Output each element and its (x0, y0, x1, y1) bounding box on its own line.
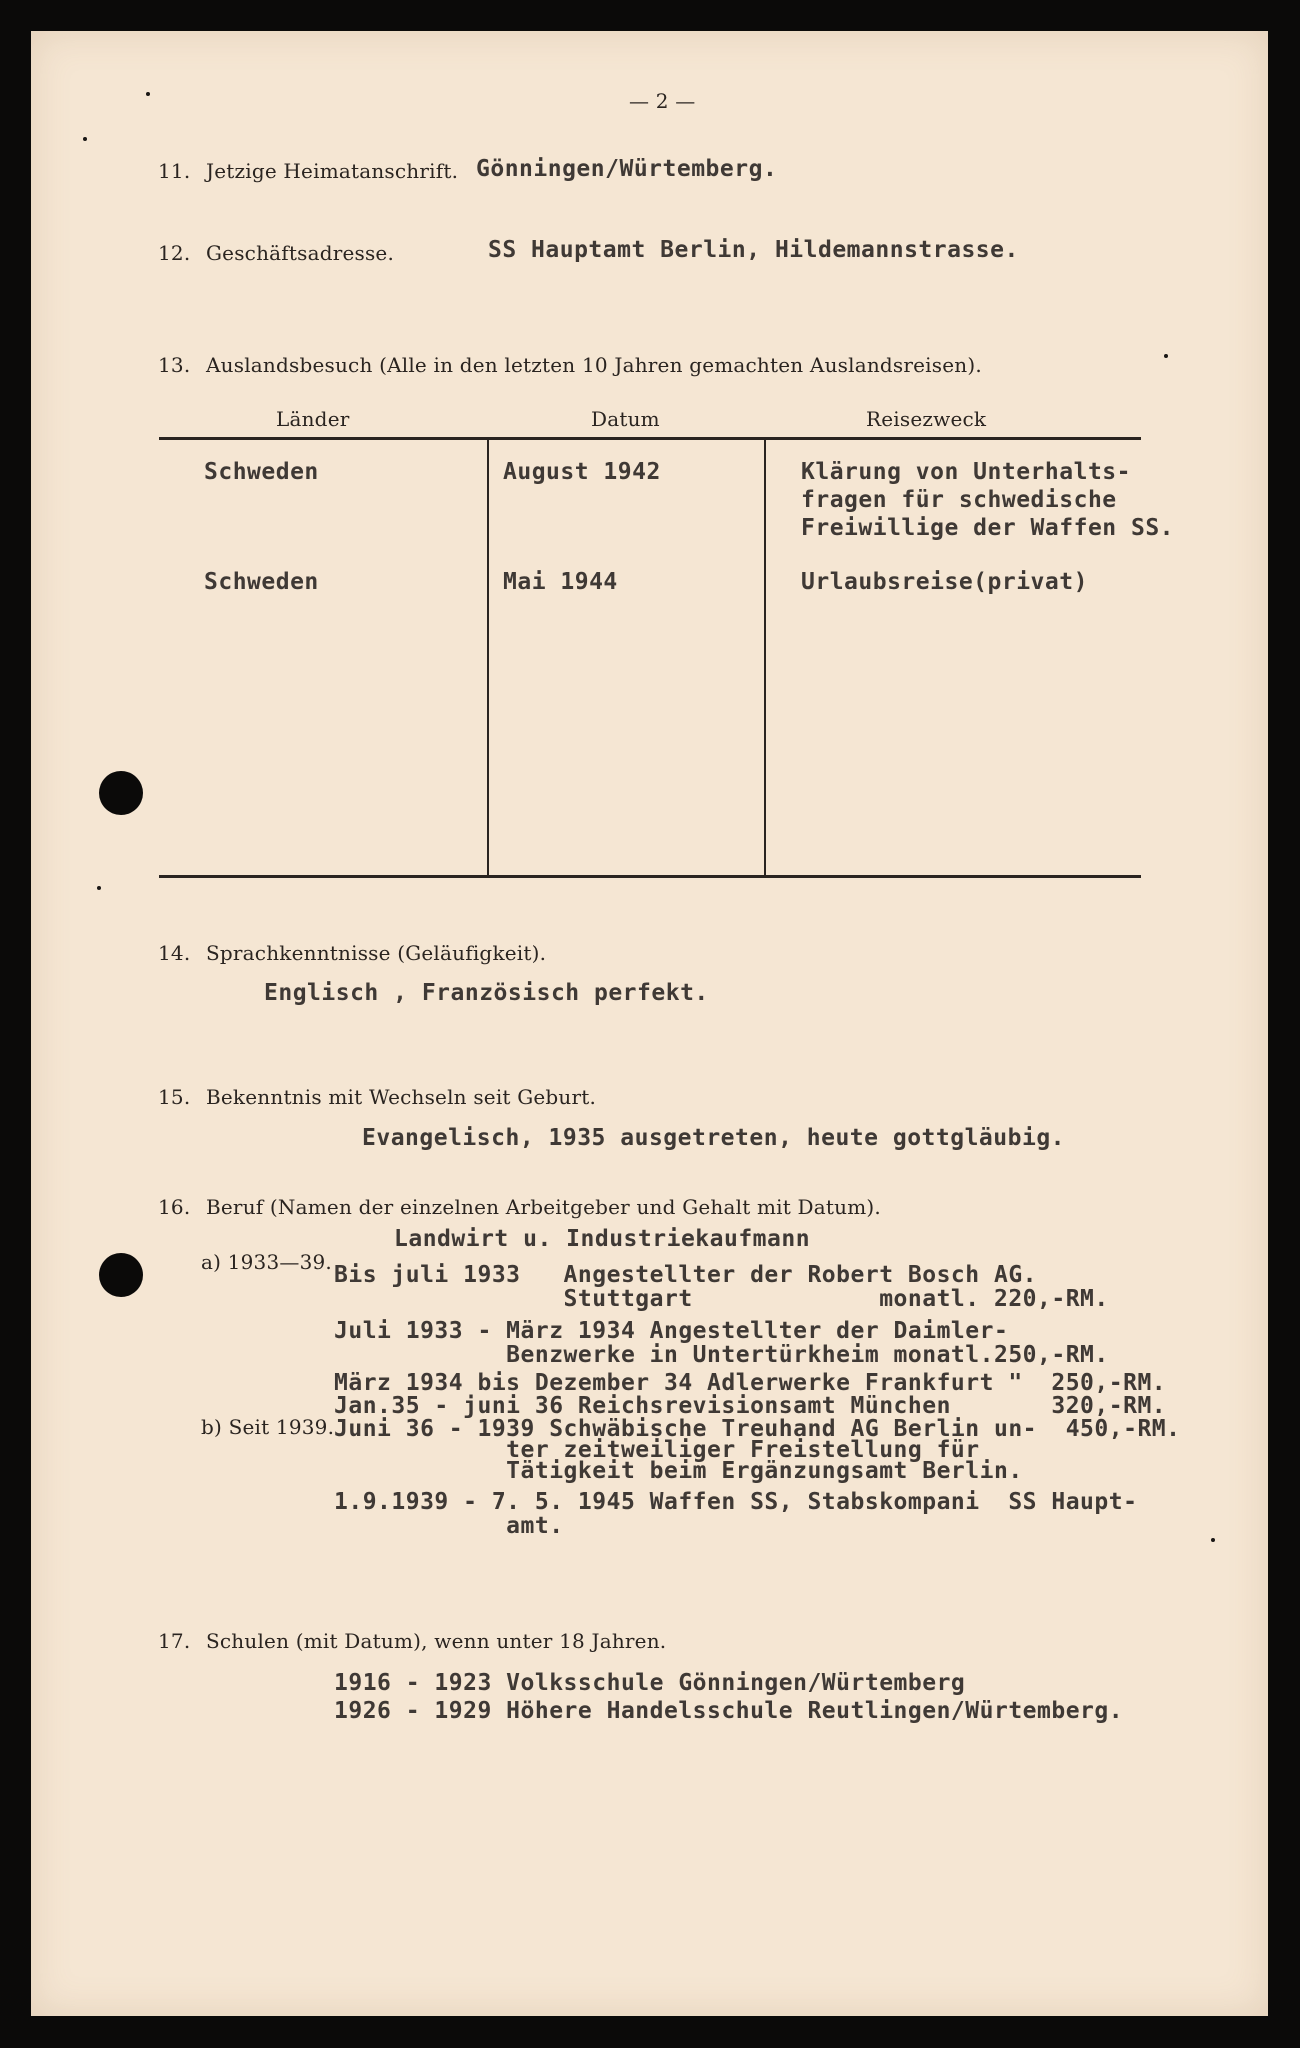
section-16-number: 16. (158, 1195, 191, 1219)
section-15-label: Bekenntnis mit Wechseln seit Geburt. (206, 1085, 597, 1109)
employment-line: Benzwerke in Untertürkheim monatl.250,-RM. (334, 1342, 1109, 1368)
employment-line: ter zeitweiliger Freistellung für (334, 1437, 980, 1463)
section-15-value: Evangelisch, 1935 ausgetreten, heute gottgläubig. (362, 1125, 1066, 1151)
paper-speck (1211, 1538, 1215, 1542)
page-number: — 2 — (629, 89, 696, 113)
table-cell-datum: August 1942 (503, 459, 661, 485)
employment-line: Landwirt u. Industriekaufmann (394, 1226, 811, 1252)
employment-line: Stuttgart monatl. 220,-RM. (334, 1286, 1109, 1312)
document-page (31, 31, 1268, 2016)
section-16-a-label: a) 1933—39. (201, 1250, 332, 1274)
table-cell-datum: Mai 1944 (503, 569, 618, 595)
section-15-number: 15. (158, 1085, 191, 1109)
employment-line: 1.9.1939 - 7. 5. 1945 Waffen SS, Stabskompani SS Haupt- (334, 1489, 1138, 1515)
employment-line: Juli 1933 - März 1934 Angestellter der Daimler- (334, 1318, 1009, 1344)
table-header-reisezweck: Reisezweck (866, 407, 987, 431)
table-cell-zweck: Urlaubsreise(privat) (801, 569, 1088, 595)
employment-line: Jan.35 - juni 36 Reichsrevisionsamt München 320,-RM. (334, 1393, 1167, 1419)
paper-speck (97, 886, 101, 890)
school-line: 1926 - 1929 Höhere Handelsschule Reutlingen/Würtemberg. (334, 1698, 1124, 1724)
section-12-number: 12. (158, 241, 191, 265)
school-line: 1916 - 1923 Volksschule Gönningen/Würtemberg (334, 1670, 966, 1696)
employment-line: Juni 36 - 1939 Schwäbische Treuhand AG Berlin un- 450,-RM. (334, 1416, 1181, 1442)
punch-hole (99, 771, 143, 815)
paper-speck (146, 92, 150, 96)
table-cell-zweck: Klärung von Unterhalts- (801, 459, 1131, 485)
section-16-b-label: b) Seit 1939. (201, 1415, 335, 1439)
table-header-datum: Datum (591, 407, 660, 431)
table-cell-zweck: Freiwillige der Waffen SS. (801, 515, 1175, 541)
table-cell-zweck: fragen für schwedische (801, 487, 1117, 513)
table-header-laender: Länder (276, 407, 350, 431)
section-11-label: Jetzige Heimatanschrift. (206, 159, 459, 183)
employment-line: Bis juli 1933 Angestellter der Robert Bosch AG. (334, 1262, 1038, 1288)
table-column-divider (764, 439, 766, 876)
employment-line: März 1934 bis Dezember 34 Adlerwerke Frankfurt " 250,-RM. (334, 1370, 1167, 1396)
section-17-number: 17. (158, 1629, 191, 1653)
employment-line: amt. (334, 1513, 564, 1539)
table-top-rule (159, 437, 1141, 440)
section-11-number: 11. (158, 159, 191, 183)
section-14-number: 14. (158, 941, 191, 965)
punch-hole (99, 1253, 143, 1297)
section-13-label: Auslandsbesuch (Alle in den letzten 10 Jahren gemachten Auslandsreisen). (206, 353, 982, 377)
section-12-value: SS Hauptamt Berlin, Hildemannstrasse. (488, 237, 1019, 263)
table-column-divider (487, 439, 489, 876)
table-bottom-rule (159, 875, 1141, 878)
table-cell-land: Schweden (204, 569, 319, 595)
section-13-number: 13. (158, 353, 191, 377)
section-14-label: Sprachkenntnisse (Geläufigkeit). (206, 941, 547, 965)
section-11-value: Gönningen/Würtemberg. (476, 156, 778, 182)
section-14-value: Englisch , Französisch perfekt. (264, 980, 709, 1006)
section-17-label: Schulen (mit Datum), wenn unter 18 Jahren. (206, 1629, 667, 1653)
paper-speck (83, 137, 87, 141)
table-cell-land: Schweden (204, 459, 319, 485)
paper-speck (1164, 354, 1168, 358)
employment-line: Tätigkeit beim Ergänzungsamt Berlin. (334, 1458, 1023, 1484)
section-16-label: Beruf (Namen der einzelnen Arbeitgeber und Gehalt mit Datum). (206, 1195, 881, 1219)
section-12-label: Geschäftsadresse. (206, 241, 395, 265)
